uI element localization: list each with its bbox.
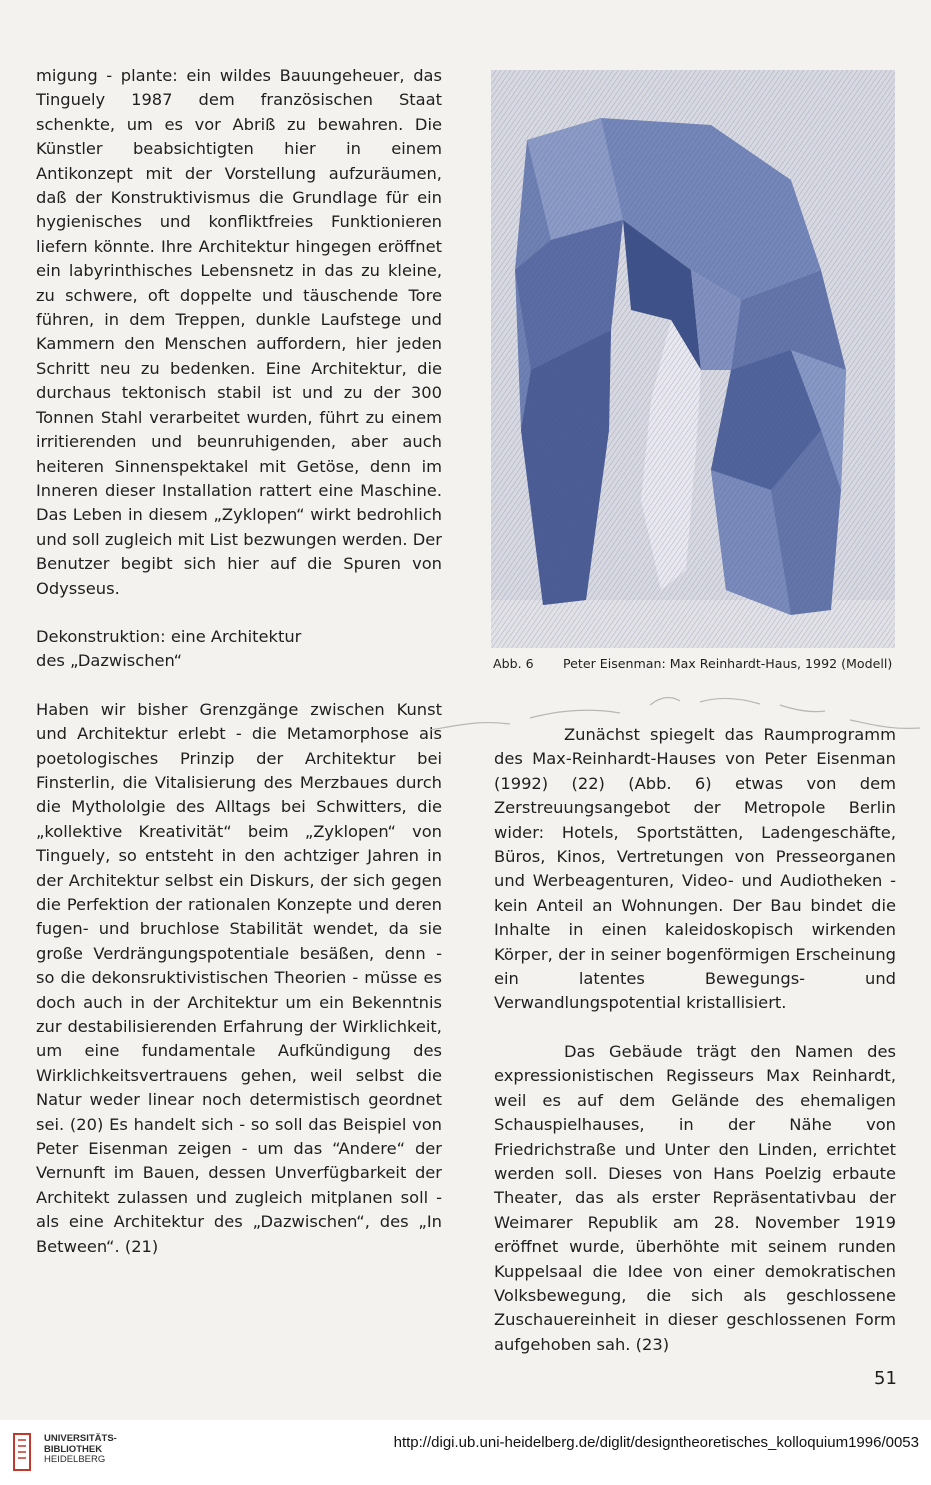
figure-label: Abb. 6 bbox=[493, 656, 534, 671]
right-paragraph-1: Zunächst spiegelt das Raumprogramm des Max-Reinhardt-Hauses von Peter Eisenman (1992) (22) (Abb. 6) etwas von dem Zerstreuungsangebot der Metropole Berlin wider: Hotels, Sportstätten, Ladengeschäfte, Büros, Kinos, Vertretungen von Presseorganen und Werbeagenturen, Video- und Audiotheken - kein Anteil an Wohnungen. Der Bau bindet die Inhalte in einen kaleidoskopisch wirkenden Körper, der in seiner bogenförmigen Erscheinung ein latentes Bewegungs- und Verwandlungspotential kristallisiert. bbox=[494, 725, 896, 1013]
right-paragraph-2: Das Gebäude trägt den Namen des expressionistischen Regisseurs Max Reinhardt, weil es auf dem Gelände des ehemaligen Schauspielhauses, in der Nähe von Friedrichstraße und Unter den Linden, errichtet werden soll. Dieses von Hans Poelzig erbaute Theater, das als erster Repräsentativbau der Weimarer Republik am 28. November 1919 eröffnet wurde, überhöhte mit seinem runden Kuppelsaal die Idee von einer demokratischen Volksbewegung, die sich als geschlossene Zuschauereinheit in dieser geschlossenen Form aufgehoben sah. (23) bbox=[494, 1041, 896, 1354]
right-column bbox=[494, 723, 896, 1357]
section-heading-line-1: Dekonstruktion: eine Architektur bbox=[36, 626, 302, 646]
section-heading-line-2: des „Dazwischen“ bbox=[36, 651, 183, 671]
page-number: 51 bbox=[874, 1368, 897, 1389]
figure-image bbox=[491, 70, 895, 648]
building-model-illustration bbox=[491, 70, 895, 648]
library-name-line-2: BIBLIOTHEK bbox=[44, 1443, 103, 1455]
library-logo[interactable] bbox=[10, 1428, 150, 1478]
section-heading bbox=[36, 625, 442, 674]
library-name bbox=[44, 1434, 117, 1466]
figure-caption-text: Peter Eisenman: Max Reinhardt-Haus, 1992 (Modell) bbox=[563, 656, 893, 671]
library-name-line-1: UNIVERSITÄTS- bbox=[44, 1433, 117, 1444]
footer-bar bbox=[0, 1420, 931, 1485]
left-column bbox=[36, 64, 442, 1259]
left-paragraph-1: migung - plante: ein wildes Bauungeheuer, das Tinguely 1987 dem französischen Staat schenkte, um es vor Abriß zu bewahren. Die Künstler beabsichtigten hier in einem Antikonzept mit der Vorstellung aufzuräumen, daß der Konstruktivismus die Grundlage für ein hygienisches und konfliktfreies Funktionieren liefern könnte. Ihre Architektur hingegen eröffnet ein labyrinthisches Lebensnetz in das zu kleine, zu schwere, oft doppelte und täuschende Tore führen, in dem Treppen, dunkle Laufstege und Kammern den Menschen auffordern, hier jeden Schritt neu zu bedenken. Eine Architektur, die durchaus tektonisch stabil ist und zu der 300 Tonnen Stahl verarbeitet wurden, führt zu einem irritierenden und beunruhigenden, aber auch heiteren Sinnenspektakel mit Getöse, denn im Inneren dieser Installation rattert eine Maschine. Das Leben in diesem „Zyklopen“ wirkt bedrohlich und soll zugleich mit List bezwungen werden. Der Benutzer begibt sich hier auf die Spuren von Odysseus. bbox=[36, 66, 442, 598]
library-logo-icon bbox=[10, 1430, 36, 1474]
left-paragraph-2: Haben wir bisher Grenzgänge zwischen Kunst und Architektur erlebt - die Metamorphose als poetologisches Prinzip der Architektur bei Finsterlin, die Vitalisierung des Merzbaues durch die Mythololgie des Alltags bei Schwitters, die „kollektive Kreativität“ beim „Zyklopen“ von Tinguely, so entsteht in den achtziger Jahren in der Architektur selbst ein Diskurs, der sich gegen die Perfektion der rationalen Konzepte und deren fugen- und bruchlose Stabilität wendet, da sie große Verdrängungspotentiale besäßen, denn - so die dekonsruktivistischen Theorien - müsse es doch auch in der Architektur um ein Bekenntnis zur destabilisierenden Erfahrung der Wirklichkeit, um eine fundamentale Aufkündigung des Wirklichkeitsvertrauens gehen, weil selbst die Natur weder linear noch determistisch geordnet sei. (20) Es handelt sich - so soll das Beispiel von Peter Eisenman zeigen - um das “Andere“ der Vernunft im Bauen, dessen Unverfügbarkeit der Architekt zulassen und zugleich mitplanen soll - als eine Architektur des „Dazwischen“, des „In Between“. (21) bbox=[36, 699, 442, 1256]
source-url-link[interactable]: http://digi.ub.uni-heidelberg.de/diglit/designtheoretisches_kolloquium1996/0053 bbox=[393, 1434, 919, 1451]
library-name-line-3: HEIDELBERG bbox=[44, 1454, 106, 1465]
